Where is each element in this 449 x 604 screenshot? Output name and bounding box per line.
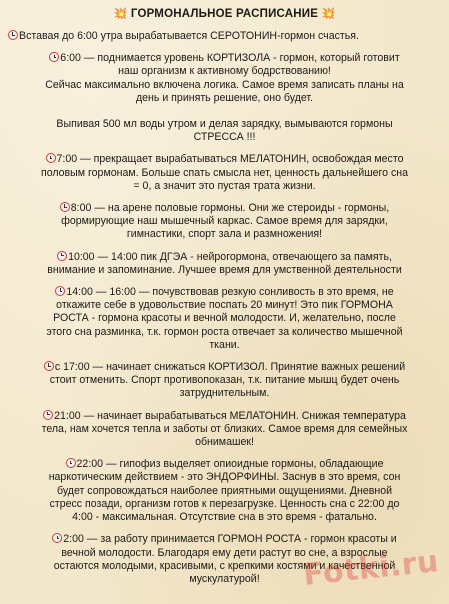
block-line: остаются молодыми, красивыми, с крепкими костями и качественной [53,559,396,572]
alarm-clock-icon [44,361,54,371]
block-line: этого сна разминка, т.к. гормон роста отвечает за количество мышечной [46,325,403,338]
alarm-clock-icon [8,30,18,40]
page-title [8,6,441,22]
block-line: внимание и запоминание. Лучшее время для умственной деятельности [47,263,402,276]
alarm-clock-icon [60,202,70,212]
block-line: тела, нам хочется тепла и заботы от близких. Самое время для семейных [41,422,408,435]
block-line: наш организм к активному бодрствованию! [118,65,331,78]
block-line: обнимашек! [195,436,254,449]
block-line: 8:00 — на арене половые гормоны. Они же стероиды - гормоны, [70,202,390,215]
schedule-block-2200 [8,458,441,524]
alarm-clock-icon [55,286,65,296]
block-line: 22:00 — гипофиз выделяет опиоидные гормоны, обладающие [76,458,384,471]
schedule-block-1400-1600 [8,286,441,352]
alarm-clock-icon [46,153,56,163]
schedule-block-0700 [8,153,441,193]
block-line: стресс позади, организм готов к перезагрузке. Ценность сна с 22:00 до [49,497,400,510]
alarm-clock-icon [57,251,67,261]
block-line: наркотическим действием - это ЭНДОРФИНЫ. Заснув в это время, сон [48,471,401,484]
block-line: РОСТА - гормона красоты и вечной молодости. И, желательно, после [53,312,396,325]
block-line: мускулатурой! [189,572,260,585]
block-line: 2:00 — за работу принимается ГОРМОН РОСТА - гормон красоты и [63,533,397,546]
watermark: Fotki.ru [301,543,441,594]
schedule-block-2100 [8,410,441,450]
alarm-clock-icon [49,52,59,62]
block-line: откажите себе в удовольствие поспать 20 минут! Это пик ГОРМОНА [56,299,393,312]
block-line: с 17:00 — начинает снижаться КОРТИЗОЛ. Принятие важных решений [54,361,406,374]
block-line: ткани. [209,338,240,351]
schedule-block-0800 [8,202,441,242]
block-line: стоит отменить. Спорт противопоказан, т.к. питание мышц будет очень [49,374,400,387]
block-line: СТРЕССА !!! [193,131,256,144]
block-line: = 0, а значит это пустая трата жизни. [133,179,316,192]
alarm-clock-icon [66,458,76,468]
sparkle-icon: 💥 [321,8,336,20]
block-line: будет сопровождаться наиболее приятными ощущениями. Дневной [56,484,393,497]
schedule-block-0600 [8,52,441,144]
block-line: Сейчас максимально включена логика. Самое время записать планы на [45,78,404,91]
alarm-clock-icon [52,533,62,543]
title-text: ГОРМОНАЛЬНОЕ РАСПИСАНИЕ [130,8,319,20]
block-line: день и принять решение, оно будет. [135,91,314,104]
block-line: вечной молодости. Благодаря ему дети растут во сне, а взрослые [61,546,388,559]
block-line [8,105,441,118]
block-line: Вставая до 6:00 утра вырабатывается СЕРОТОНИН-гормон счастья. [19,30,359,42]
block-line: формирующие наш мышечный каркас. Самое время для зарядки, [61,215,388,228]
block-line: половым гормонам. Больше спать смысла нет, ценность дальнейшего сна [40,166,409,179]
schedule-block-1700 [8,361,441,401]
block-line: 14:00 — 16:00 — почувствовав резкую сонливость в это время, не [66,286,394,299]
schedule-block-early-morning [8,30,441,43]
block-line: 7:00 — прекращает вырабатываться МЕЛАТОНИН, освобождая место [56,153,404,166]
block-line: затруднительным. [179,387,270,400]
block-line: 4:00 - максимальная. Отсутствие сна в это время - фатально. [72,511,377,524]
block-line: 6:00 — поднимается уровень КОРТИЗОЛА - гормон, который готовит [60,52,400,65]
block-line: гимнастики, спорт зала и размножения! [126,228,323,241]
block-line: 10:00 — 14:00 пик ДГЭА - нейрогормона, отвечающего за память, [68,250,392,263]
alarm-clock-icon [43,410,53,420]
block-line: Выпивая 500 мл воды утром и делая зарядку, вымываются гормоны [56,118,393,131]
sparkle-icon: 💥 [113,8,128,20]
block-line: 21:00 — начинает вырабатываться МЕЛАТОНИН. Снижая температура [54,409,406,422]
schedule-block-1000-1400 [8,251,441,277]
